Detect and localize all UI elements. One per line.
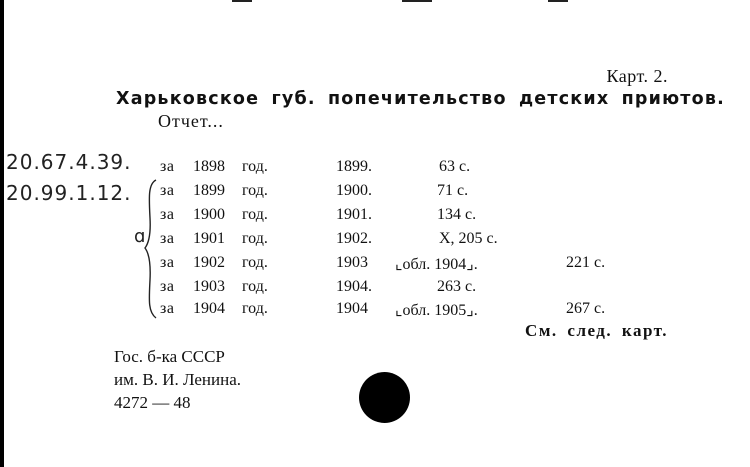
entry-pages: X, 205 с.: [439, 230, 498, 247]
punch-hole: [359, 372, 410, 423]
entry-pub-year: 1900.: [336, 182, 372, 199]
entry-row: [0, 230, 750, 252]
entry-row: [0, 254, 750, 276]
card-number: Карт. 2.: [606, 66, 668, 86]
entry-god: год.: [242, 158, 268, 175]
entry-god: год.: [242, 230, 268, 247]
entry-pub-year: 1903: [336, 254, 368, 271]
scan-edge-mark: [232, 0, 252, 2]
entry-god: год.: [242, 182, 268, 199]
entry-label: за: [160, 206, 175, 223]
entry-label: за: [160, 300, 175, 317]
library-line: Гос. б-ка СССР: [114, 347, 225, 366]
entry-pub-year: 1904.: [336, 278, 372, 295]
entry-row: [0, 300, 750, 322]
entry-god: год.: [242, 278, 268, 295]
scan-edge-mark: [548, 0, 568, 2]
entry-label: за: [160, 158, 175, 175]
entry-pub-year: 1902.: [336, 230, 372, 247]
entry-god: год.: [242, 300, 268, 317]
library-line: им. В. И. Ленина.: [114, 370, 242, 389]
entry-cover-year: ⌞обл. 1905⌟.: [395, 302, 478, 319]
entry-pages: 221 с.: [566, 254, 606, 271]
entry-god: год.: [242, 206, 268, 223]
entry-label: за: [160, 182, 175, 199]
entry-year: 1899: [193, 182, 225, 199]
entry-cover-year: ⌞обл. 1904⌟.: [395, 256, 478, 273]
entry-god: год.: [242, 254, 268, 271]
card-subtitle: Отчет...: [158, 111, 224, 131]
entry-label: за: [160, 254, 175, 271]
scan-edge-mark: [402, 0, 432, 2]
see-next-card: См. след. карт.: [525, 321, 668, 340]
entry-year: 1902: [193, 254, 225, 271]
entry-row: [0, 182, 750, 204]
entry-pages: 134 с.: [437, 206, 477, 223]
entry-label: за: [160, 278, 175, 295]
library-stamp: [114, 345, 241, 414]
entry-year: 1900: [193, 206, 225, 223]
entry-row: [0, 206, 750, 228]
entry-year: 1904: [193, 300, 225, 317]
entry-year: 1901: [193, 230, 225, 247]
entry-pages: 63 с.: [439, 158, 471, 175]
entry-pages: 71 с.: [437, 182, 469, 199]
entry-year: 1903: [193, 278, 225, 295]
entry-row: [0, 158, 750, 180]
card-title: Харьковское губ. попечительство детских приютов.: [116, 89, 725, 109]
entry-row: [0, 278, 750, 300]
library-line: 4272 — 48: [114, 393, 191, 412]
entry-pages: 263 с.: [437, 278, 477, 295]
entry-pub-year: 1904: [336, 300, 368, 317]
handwritten-shelfmark: 20.67.4.39.: [6, 150, 132, 174]
entry-pub-year: 1901.: [336, 206, 372, 223]
entry-pages: 267 с.: [566, 300, 606, 317]
entry-year: 1898: [193, 158, 225, 175]
entry-label: за: [160, 230, 175, 247]
handwritten-shelfmark: 20.99.1.12.: [6, 181, 132, 205]
handwritten-mark: ɑ: [134, 226, 147, 247]
entry-pub-year: 1899.: [336, 158, 372, 175]
